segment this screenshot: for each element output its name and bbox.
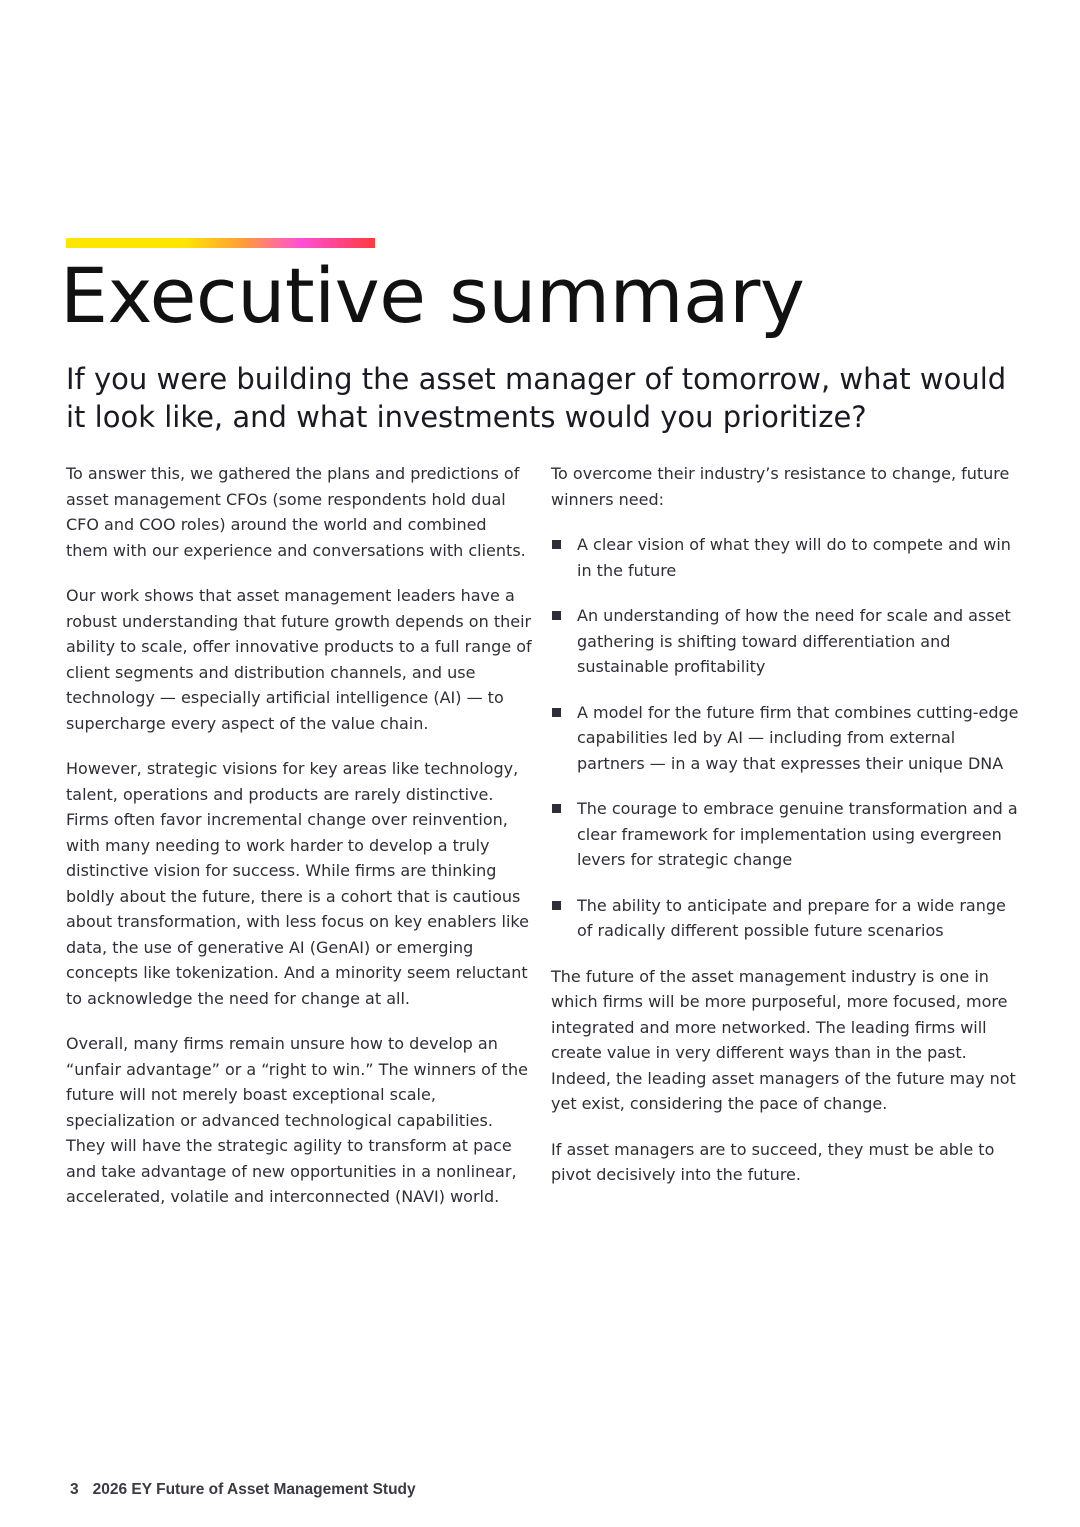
body-paragraph: To answer this, we gathered the plans and predictions of asset management CFOs (some respondents hold dual CFO and COO roles) around the world and combined them with our experience and conversations with clients. bbox=[66, 464, 526, 560]
page-subtitle: If you were building the asset manager of tomorrow, what would it look like, and what investments would you prioritize? bbox=[66, 362, 1007, 434]
square-bullet-icon bbox=[552, 901, 561, 910]
square-bullet-icon bbox=[552, 804, 561, 813]
bullet-list bbox=[551, 532, 1023, 944]
square-bullet-icon bbox=[552, 540, 561, 549]
square-bullet-icon bbox=[552, 708, 561, 717]
page-footer bbox=[70, 1481, 416, 1499]
body-paragraph: However, strategic visions for key areas like technology, talent, operations and products are rarely distinctive. Firms often favor incremental change over reinvention, with many needing to work harder to develop a truly distinctive vision for success. While firms are thinking boldly about the future, there is a cohort that is cautious about transformation, with less focus on key enablers like data, the use of generative AI (GenAI) or emerging concepts like tokenization. And a minority seem reluctant to acknowledge the need for change at all. bbox=[66, 759, 529, 1008]
bullet-text: The courage to embrace genuine transformation and a clear framework for implementation using evergreen levers for strategic change bbox=[577, 799, 1018, 869]
page-number: 3 bbox=[70, 1481, 79, 1498]
body-paragraph: Overall, many firms remain unsure how to develop an “unfair advantage” or a “right to win.” The winners of the future will not merely boast exceptional scale, specialization or advanced technological capabilities. They will have the strategic agility to transform at pace and take advantage of new opportunities in a nonlinear, accelerated, volatile and interconnected (NAVI) world. bbox=[66, 1034, 528, 1206]
publication-title: 2026 EY Future of Asset Management Study bbox=[92, 1481, 416, 1498]
body-paragraph: The future of the asset management industry is one in which firms will be more purposeful, more focused, more integrated and more networked. The leading firms will create value in very different ways than in the past. Indeed, the leading asset managers of the future may not yet exist, considering the pace of change. bbox=[551, 966, 1016, 1113]
bullet-item bbox=[551, 796, 1023, 873]
right-column bbox=[551, 461, 1023, 1208]
body-paragraph: Our work shows that asset management leaders have a robust understanding that future growth depends on their ability to scale, offer innovative products to a full range of client segments and distribution channels, and use technology — especially artificial intelligence (AI) — to supercharge every aspect of the value chain. bbox=[66, 586, 532, 733]
body-paragraph: If asset managers are to succeed, they must be able to pivot decisively into the future. bbox=[551, 1139, 995, 1184]
left-column bbox=[66, 461, 532, 1230]
bullet-item bbox=[551, 700, 1023, 777]
bullet-intro: To overcome their industry’s resistance to change, future winners need: bbox=[551, 464, 1010, 509]
bullet-text: A model for the future firm that combines cutting-edge capabilities led by AI — including from external partners — in a way that expresses their unique DNA bbox=[577, 702, 1019, 773]
bullet-item bbox=[551, 893, 1023, 944]
square-bullet-icon bbox=[552, 611, 561, 620]
page-title: Executive summary bbox=[60, 251, 805, 340]
bullet-text: A clear vision of what they will do to compete and win in the future bbox=[577, 535, 1011, 580]
bullet-item bbox=[551, 532, 1023, 583]
bullet-text: The ability to anticipate and prepare for a wide range of radically different possible future scenarios bbox=[577, 895, 1006, 940]
accent-gradient-bar bbox=[66, 238, 375, 248]
bullet-item bbox=[551, 603, 1023, 680]
bullet-text: An understanding of how the need for scale and asset gathering is shifting toward differentiation and sustainable profitability bbox=[577, 606, 1011, 676]
